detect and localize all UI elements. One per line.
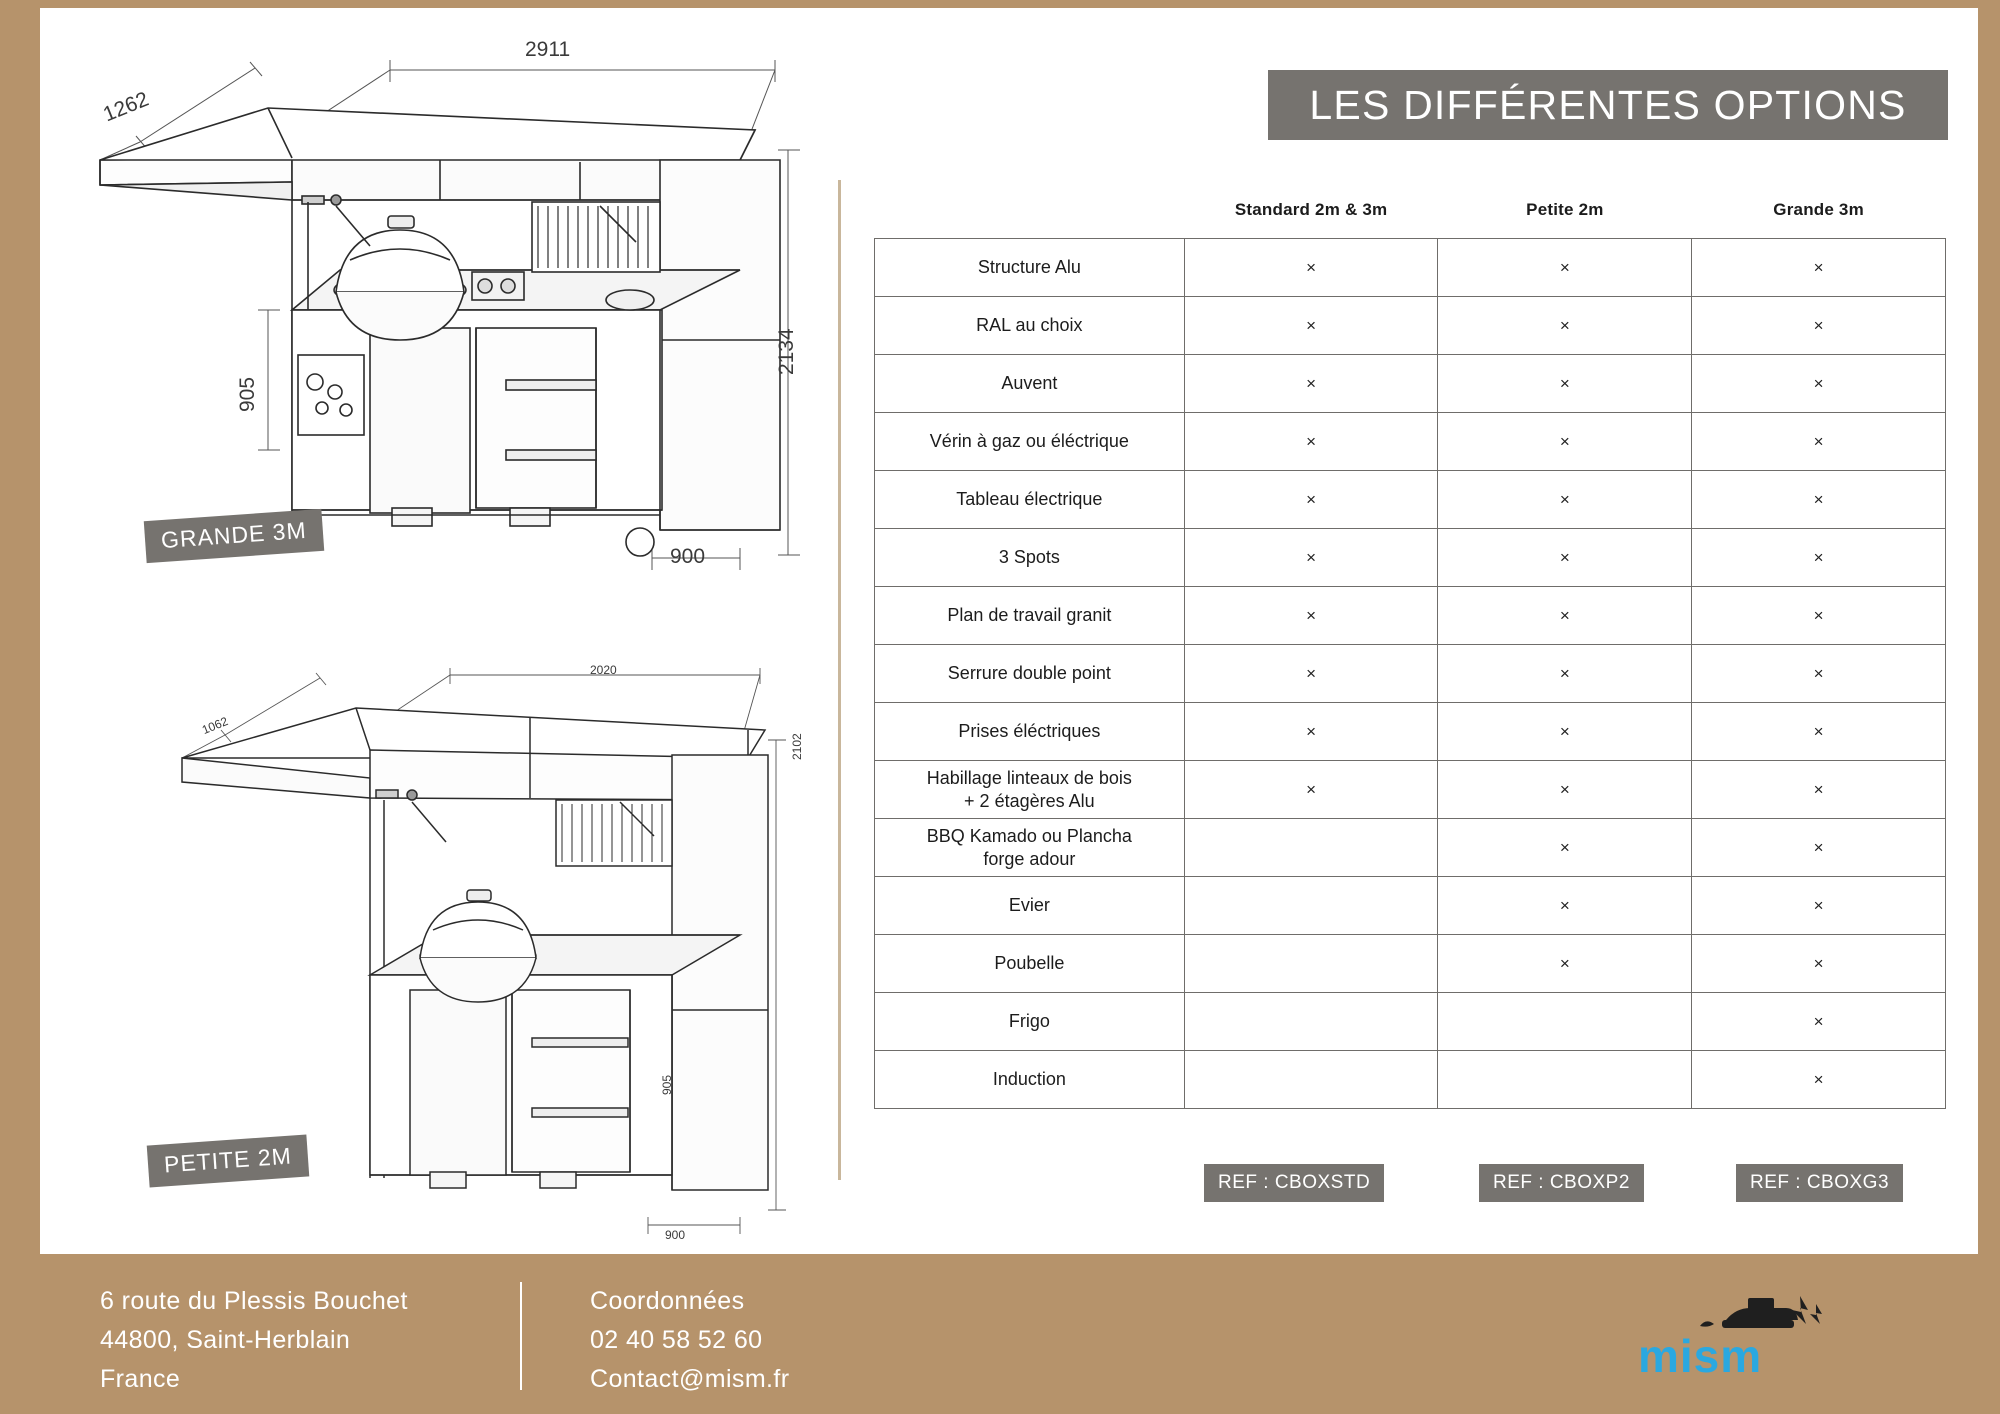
row-label: Evier	[875, 877, 1185, 935]
table-row	[875, 645, 1946, 703]
dim-grande-depth-diag: 1262	[100, 87, 152, 127]
cell-grande: ×	[1692, 297, 1946, 355]
cell-standard: ×	[1184, 645, 1438, 703]
table-row	[875, 877, 1946, 935]
table-row	[875, 1051, 1946, 1109]
cell-standard: ×	[1184, 355, 1438, 413]
footer-divider	[520, 1282, 522, 1390]
footer-address-line2: 44800, Saint-Herblain	[100, 1325, 351, 1354]
page-title-text: LES DIFFÉRENTES OPTIONS	[1309, 81, 1907, 128]
table-row	[875, 819, 1946, 877]
cell-grande: ×	[1692, 239, 1946, 297]
cell-standard: ×	[1184, 761, 1438, 819]
cell-grande: ×	[1692, 529, 1946, 587]
row-label-line1: Habillage linteaux de bois	[926, 768, 1132, 788]
row-label: RAL au choix	[875, 297, 1185, 355]
table-row	[875, 471, 1946, 529]
cell-petite: ×	[1438, 703, 1692, 761]
table-header-blank	[875, 186, 1185, 239]
dim-petite-height: 2102	[790, 733, 804, 760]
cell-grande: ×	[1692, 587, 1946, 645]
table-header-grande: Grande 3m	[1773, 200, 1864, 219]
footer-contact-title: Coordonnées	[590, 1287, 745, 1315]
table-row	[875, 935, 1946, 993]
right-accent-bar	[1978, 0, 2000, 1254]
cell-grande: ×	[1692, 355, 1946, 413]
dim-petite-width: 2020	[590, 663, 617, 677]
page-title	[1268, 70, 1948, 140]
table-row	[875, 703, 1946, 761]
table-header-standard: Standard 2m & 3m	[1234, 200, 1388, 219]
table-row	[875, 239, 1946, 297]
row-label: Tableau électrique	[875, 471, 1185, 529]
table-row	[875, 413, 1946, 471]
cell-petite: ×	[1438, 877, 1692, 935]
footer	[0, 1254, 2000, 1414]
cell-petite: ×	[1438, 529, 1692, 587]
label-petite-2m: PETITE 2M	[147, 1134, 309, 1187]
row-label: Auvent	[875, 355, 1185, 413]
row-label	[875, 761, 1185, 819]
cell-petite: ×	[1438, 471, 1692, 529]
row-label-line2: + 2 étagères Alu	[964, 790, 1095, 811]
table-header-row	[875, 186, 1946, 239]
cell-petite: ×	[1438, 819, 1692, 877]
cell-petite	[1438, 1051, 1692, 1109]
cell-standard	[1184, 877, 1438, 935]
cell-grande: ×	[1692, 1051, 1946, 1109]
cell-petite: ×	[1438, 761, 1692, 819]
row-label-line2: forge adour	[983, 848, 1076, 869]
cell-standard	[1184, 935, 1438, 993]
dim-petite-depth: 900	[665, 1228, 686, 1242]
cell-grande: ×	[1692, 761, 1946, 819]
cell-petite: ×	[1438, 413, 1692, 471]
cell-grande: ×	[1692, 703, 1946, 761]
cell-standard	[1184, 1051, 1438, 1109]
footer-phone[interactable]: 02 40 58 52 60	[590, 1325, 763, 1354]
table-row	[875, 529, 1946, 587]
label-grande-3m: GRANDE 3M	[144, 509, 324, 563]
row-label: Vérin à gaz ou éléctrique	[875, 413, 1185, 471]
table-row	[875, 587, 1946, 645]
footer-contact	[590, 1282, 789, 1398]
dim-petite-worktop-height: 905	[660, 1074, 674, 1095]
left-accent-bar	[0, 0, 40, 1254]
row-label: Frigo	[875, 993, 1185, 1051]
row-label	[875, 819, 1185, 877]
cell-grande: ×	[1692, 877, 1946, 935]
cell-grande: ×	[1692, 413, 1946, 471]
drawing-grande-3m	[40, 10, 840, 590]
footer-address	[100, 1282, 408, 1398]
table-row	[875, 355, 1946, 413]
table-row	[875, 297, 1946, 355]
cell-petite: ×	[1438, 297, 1692, 355]
company-logo	[1630, 1294, 1850, 1384]
cell-standard	[1184, 993, 1438, 1051]
row-label: Structure Alu	[875, 239, 1185, 297]
options-table	[874, 186, 1946, 1109]
footer-email[interactable]: Contact@mism.fr	[590, 1364, 790, 1393]
vertical-divider	[838, 180, 841, 1180]
table-row	[875, 993, 1946, 1051]
row-label: Induction	[875, 1051, 1185, 1109]
ref-standard: REF : CBOXSTD	[1204, 1164, 1384, 1202]
cell-standard: ×	[1184, 529, 1438, 587]
row-label: 3 Spots	[875, 529, 1185, 587]
cell-petite: ×	[1438, 935, 1692, 993]
footer-address-line3: France	[100, 1364, 181, 1393]
row-label: Prises éléctriques	[875, 703, 1185, 761]
row-label: Poubelle	[875, 935, 1185, 993]
cell-grande: ×	[1692, 935, 1946, 993]
cell-standard: ×	[1184, 297, 1438, 355]
cell-standard: ×	[1184, 703, 1438, 761]
cell-petite: ×	[1438, 355, 1692, 413]
cell-grande: ×	[1692, 819, 1946, 877]
dim-petite-depth-diag: 1062	[200, 713, 231, 737]
cell-grande: ×	[1692, 471, 1946, 529]
ref-petite: REF : CBOXP2	[1479, 1164, 1644, 1202]
dim-grande-depth: 900	[670, 545, 706, 568]
reference-badges	[874, 1164, 1946, 1204]
row-label: Serrure double point	[875, 645, 1185, 703]
cell-petite: ×	[1438, 645, 1692, 703]
dim-grande-height: 2134	[775, 328, 798, 375]
cell-standard: ×	[1184, 587, 1438, 645]
dim-grande-worktop-height: 905	[236, 376, 259, 412]
table-row	[875, 761, 1946, 819]
table-header-petite: Petite 2m	[1526, 200, 1604, 219]
cell-grande: ×	[1692, 993, 1946, 1051]
row-label: Plan de travail granit	[875, 587, 1185, 645]
top-accent-bar	[0, 0, 2000, 8]
row-label-line1: BBQ Kamado ou Plancha	[926, 826, 1132, 846]
cell-standard	[1184, 819, 1438, 877]
cell-standard: ×	[1184, 239, 1438, 297]
dim-grande-width: 2911	[525, 38, 571, 61]
cell-grande: ×	[1692, 645, 1946, 703]
footer-address-line1: 6 route du Plessis Bouchet	[100, 1287, 408, 1315]
cell-petite: ×	[1438, 239, 1692, 297]
cell-standard: ×	[1184, 471, 1438, 529]
cell-petite	[1438, 993, 1692, 1051]
ref-grande: REF : CBOXG3	[1736, 1164, 1903, 1202]
logo-text: mism	[1638, 1330, 1763, 1382]
cell-petite: ×	[1438, 587, 1692, 645]
cell-standard: ×	[1184, 413, 1438, 471]
